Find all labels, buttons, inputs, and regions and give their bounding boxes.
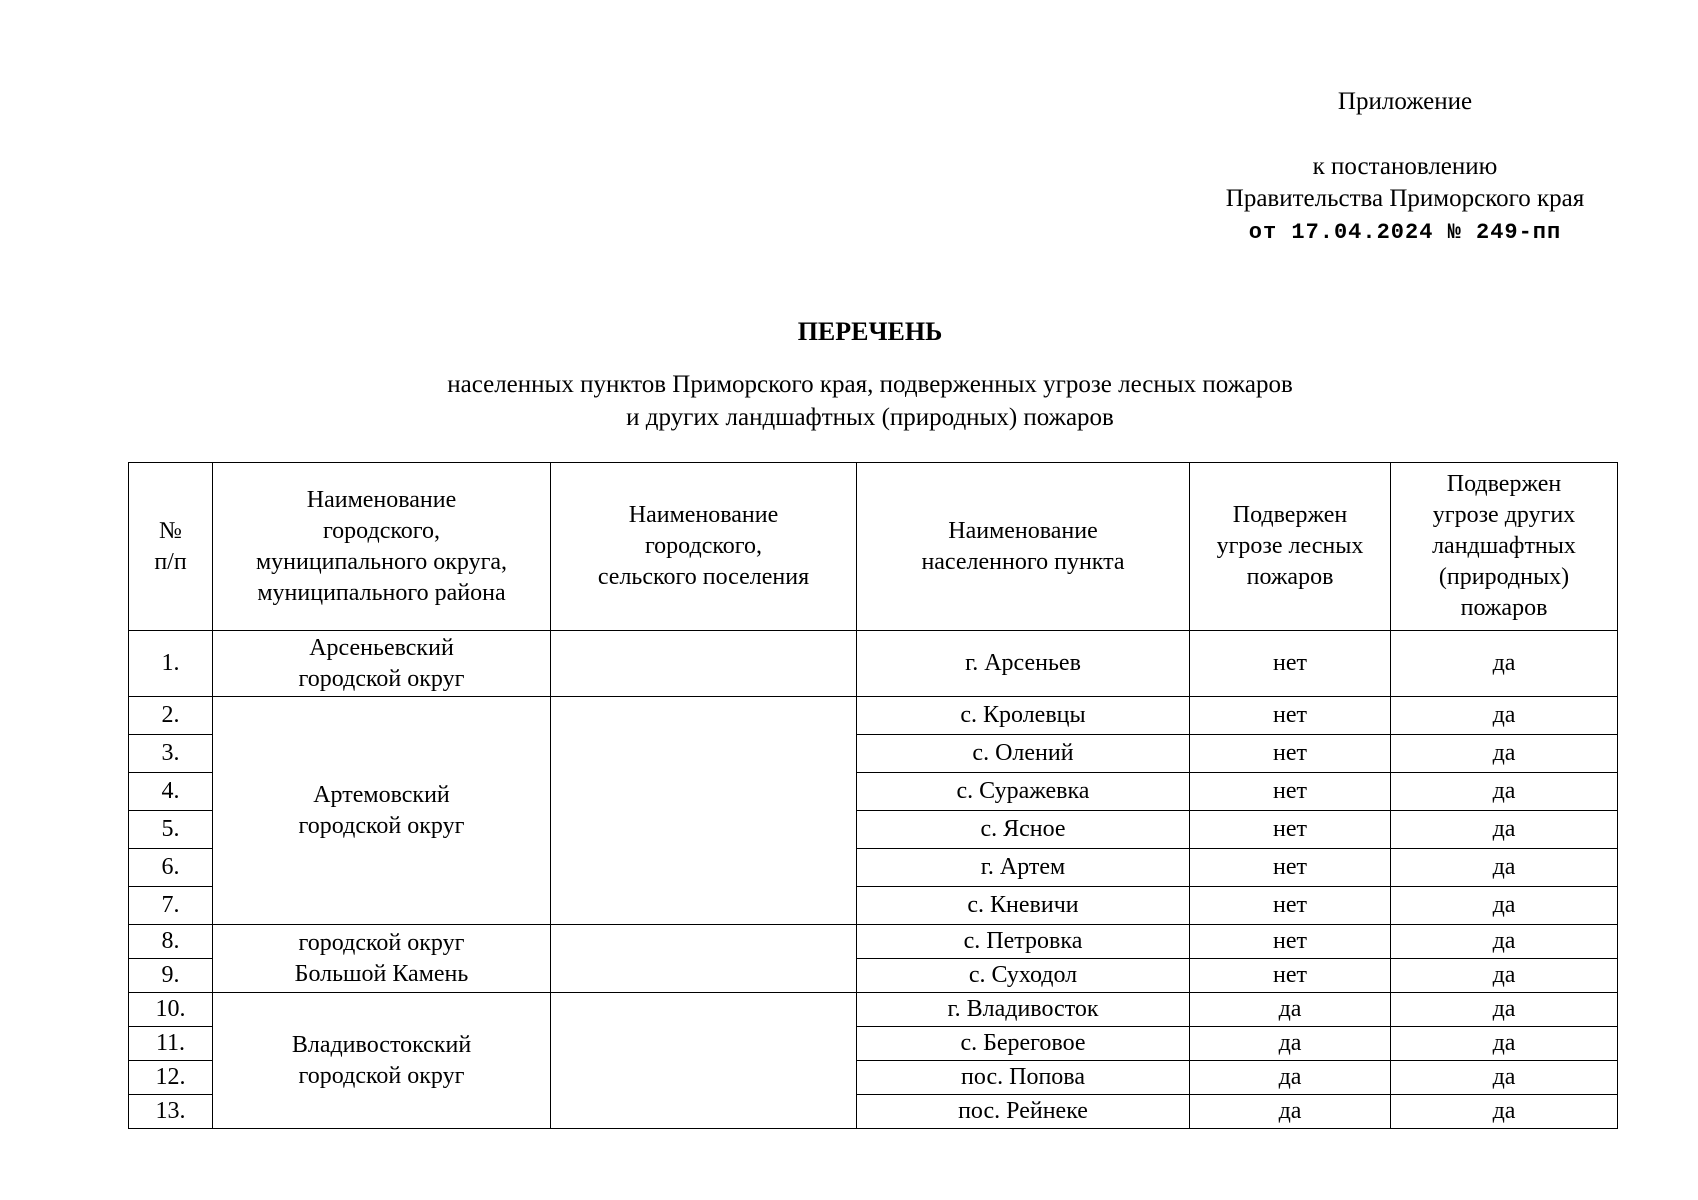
district-cell [213, 925, 551, 993]
row-number: 4. [129, 773, 213, 811]
table-header-row [129, 463, 1618, 631]
district-line: городской округ [298, 929, 465, 956]
header-number-line: п/п [154, 548, 187, 575]
district-line: городской округ [298, 665, 465, 692]
row-number: 10. [129, 993, 213, 1027]
locality-cell: г. Владивосток [857, 993, 1190, 1027]
other-fire-cell: да [1391, 773, 1618, 811]
header-district-line: городского, [322, 517, 441, 544]
header-settlement [551, 463, 857, 631]
header-number [129, 463, 213, 631]
other-fire-cell: да [1391, 849, 1618, 887]
header-district-line: муниципального округа, [255, 548, 508, 575]
locality-cell: с. Кневичи [857, 887, 1190, 925]
header-number-line: № [159, 517, 182, 544]
locality-cell: пос. Попова [857, 1061, 1190, 1095]
header-locality [857, 463, 1190, 631]
header-settlement-line: городского, [644, 533, 763, 559]
locality-cell: с. Береговое [857, 1027, 1190, 1061]
header-settlement-line: сельского поселения [597, 564, 810, 590]
header-district-line: Наименование [306, 486, 457, 513]
district-line: Артемовский [313, 781, 450, 808]
forest-fire-cell: нет [1190, 735, 1391, 773]
document-title: ПЕРЕЧЕНЬ [797, 317, 943, 346]
annex-government: Правительства Приморского края [1225, 185, 1585, 212]
header-district-line: муниципального района [257, 579, 506, 606]
other-fire-cell: да [1391, 993, 1618, 1027]
settlement-cell [551, 925, 857, 993]
locality-cell: с. Олений [857, 735, 1190, 773]
other-fire-cell: да [1391, 697, 1618, 735]
district-line: Арсеньевский [309, 634, 454, 661]
header-settlement-line: Наименование [628, 502, 779, 528]
document-subtitle [0, 368, 1698, 434]
forest-fire-cell: нет [1190, 959, 1391, 993]
other-fire-cell: да [1391, 631, 1618, 697]
row-number: 8. [129, 925, 213, 959]
annex-date-number: от 17.04.2024 № 249-пп [1248, 220, 1562, 245]
locality-cell: г. Арсеньев [857, 631, 1190, 697]
header-forest-fire [1190, 463, 1391, 631]
row-number: 3. [129, 735, 213, 773]
district-line: городской округ [298, 812, 465, 839]
locality-cell: с. Суходол [857, 959, 1190, 993]
other-fire-cell: да [1391, 1095, 1618, 1129]
other-fire-cell: да [1391, 1027, 1618, 1061]
forest-fire-cell: нет [1190, 697, 1391, 735]
forest-fire-cell: да [1190, 1061, 1391, 1095]
locality-cell: с. Суражевка [857, 773, 1190, 811]
locality-cell: с. Петровка [857, 925, 1190, 959]
row-number: 11. [129, 1027, 213, 1061]
forest-fire-cell: нет [1190, 811, 1391, 849]
forest-fire-cell: нет [1190, 773, 1391, 811]
district-line: городской округ [298, 1062, 465, 1089]
forest-fire-cell: нет [1190, 925, 1391, 959]
settlement-cell [551, 631, 857, 697]
annex-reference: к постановлению [1312, 153, 1498, 180]
forest-fire-cell: нет [1190, 631, 1391, 697]
header-other-line: Подвержен [1446, 471, 1562, 497]
forest-fire-cell: да [1190, 1095, 1391, 1129]
table-row [129, 631, 1618, 697]
annex-title: Приложение [1337, 88, 1473, 115]
header-forest-line: угрозе лесных [1216, 533, 1364, 559]
other-fire-cell: да [1391, 811, 1618, 849]
table-row [129, 697, 1618, 735]
header-other-line: пожаров [1460, 595, 1548, 621]
row-number: 6. [129, 849, 213, 887]
header-district [213, 463, 551, 631]
subtitle-line-2: и других ландшафтных (природных) пожаров [626, 404, 1114, 431]
row-number: 13. [129, 1095, 213, 1129]
row-number: 5. [129, 811, 213, 849]
row-number: 2. [129, 697, 213, 735]
header-other-line: ландшафтных [1432, 533, 1576, 559]
forest-fire-cell: да [1190, 1027, 1391, 1061]
other-fire-cell: да [1391, 735, 1618, 773]
other-fire-cell: да [1391, 959, 1618, 993]
header-locality-line: Наименование [948, 517, 1098, 544]
forest-fire-cell: нет [1190, 887, 1391, 925]
header-forest-line: пожаров [1246, 564, 1334, 590]
forest-fire-cell: нет [1190, 849, 1391, 887]
row-number: 12. [129, 1061, 213, 1095]
table-row [129, 925, 1618, 959]
settlements-table [128, 462, 1618, 1129]
other-fire-cell: да [1391, 887, 1618, 925]
settlement-cell [551, 697, 857, 925]
header-other-fire [1391, 463, 1618, 631]
district-cell [213, 631, 551, 697]
other-fire-cell: да [1391, 925, 1618, 959]
other-fire-cell: да [1391, 1061, 1618, 1095]
locality-cell: с. Ясное [857, 811, 1190, 849]
forest-fire-cell: да [1190, 993, 1391, 1027]
row-number: 9. [129, 959, 213, 993]
subtitle-line-1: населенных пунктов Приморского края, подверженных угрозе лесных пожаров [447, 371, 1293, 398]
district-line: Большой Камень [294, 960, 469, 987]
table-row [129, 993, 1618, 1027]
district-cell [213, 993, 551, 1129]
header-other-line: угрозе других [1432, 502, 1576, 528]
row-number: 7. [129, 887, 213, 925]
row-number: 1. [129, 631, 213, 697]
district-cell [213, 697, 551, 925]
locality-cell: пос. Рейнеке [857, 1095, 1190, 1129]
header-forest-line: Подвержен [1232, 502, 1348, 528]
locality-cell: с. Кролевцы [857, 697, 1190, 735]
header-other-line: (природных) [1438, 564, 1570, 590]
settlement-cell [551, 993, 857, 1129]
locality-cell: г. Артем [857, 849, 1190, 887]
district-line: Владивостокский [291, 1031, 472, 1058]
header-locality-line: населенного пункта [921, 548, 1125, 575]
